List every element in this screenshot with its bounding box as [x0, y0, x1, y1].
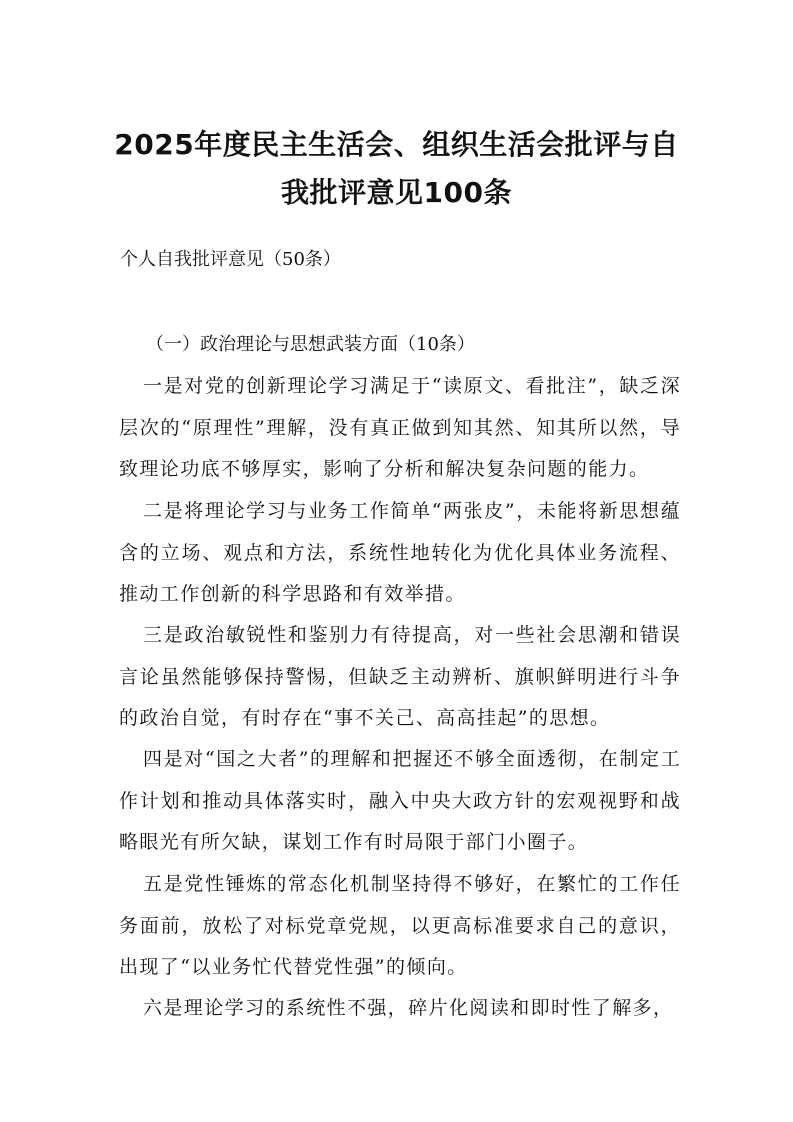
paragraph-4: 四是对“国之大者”的理解和把握还不够全面透彻，在制定工作计划和推动具体落实时，融入中央大政方针的宏观视野和战略眼光有所欠缺，谋划工作有时局限于部门小圈子。	[119, 748, 681, 853]
subtitle: 个人自我批评意见（50条）	[120, 249, 341, 270]
paragraph-6: 六是理论学习的系统性不强，碎片化阅读和即时性了解多，	[143, 997, 674, 1019]
paragraph-1: 一是对党的创新理论学习满足于“读原文、看批注”，缺乏深层次的“原理性”理解，没有真正做到知其然、知其所以然，导致理论功底不够厚实，影响了分析和解决复杂问题的能力。	[119, 375, 681, 480]
document-title-line-1: 2025年度民主生活会、组织生活会批评与自	[114, 128, 679, 161]
paragraph-2: 二是将理论学习与业务工作简单“两张皮”，未能将新思想蕴含的立场、观点和方法，系统性地转化为优化具体业务流程、推动工作创新的科学思路和有效举措。	[119, 500, 681, 605]
paragraph-5: 五是党性锤炼的常态化机制坚持得不够好，在繁忙的工作任务面前，放松了对标党章党规，以更高标准要求自己的意识，出现了“以业务忙代替党性强”的倾向。	[119, 873, 681, 978]
document-title-line-2: 我批评意见100条	[281, 176, 512, 209]
section-heading: （一）政治理论与思想武装方面（10条）	[146, 334, 475, 355]
paragraph-3: 三是政治敏锐性和鉴别力有待提高，对一些社会思潮和错误言论虽然能够保持警惕，但缺乏主动辨析、旗帜鲜明进行斗争的政治自觉，有时存在“事不关己、高高挂起”的思想。	[119, 624, 681, 729]
